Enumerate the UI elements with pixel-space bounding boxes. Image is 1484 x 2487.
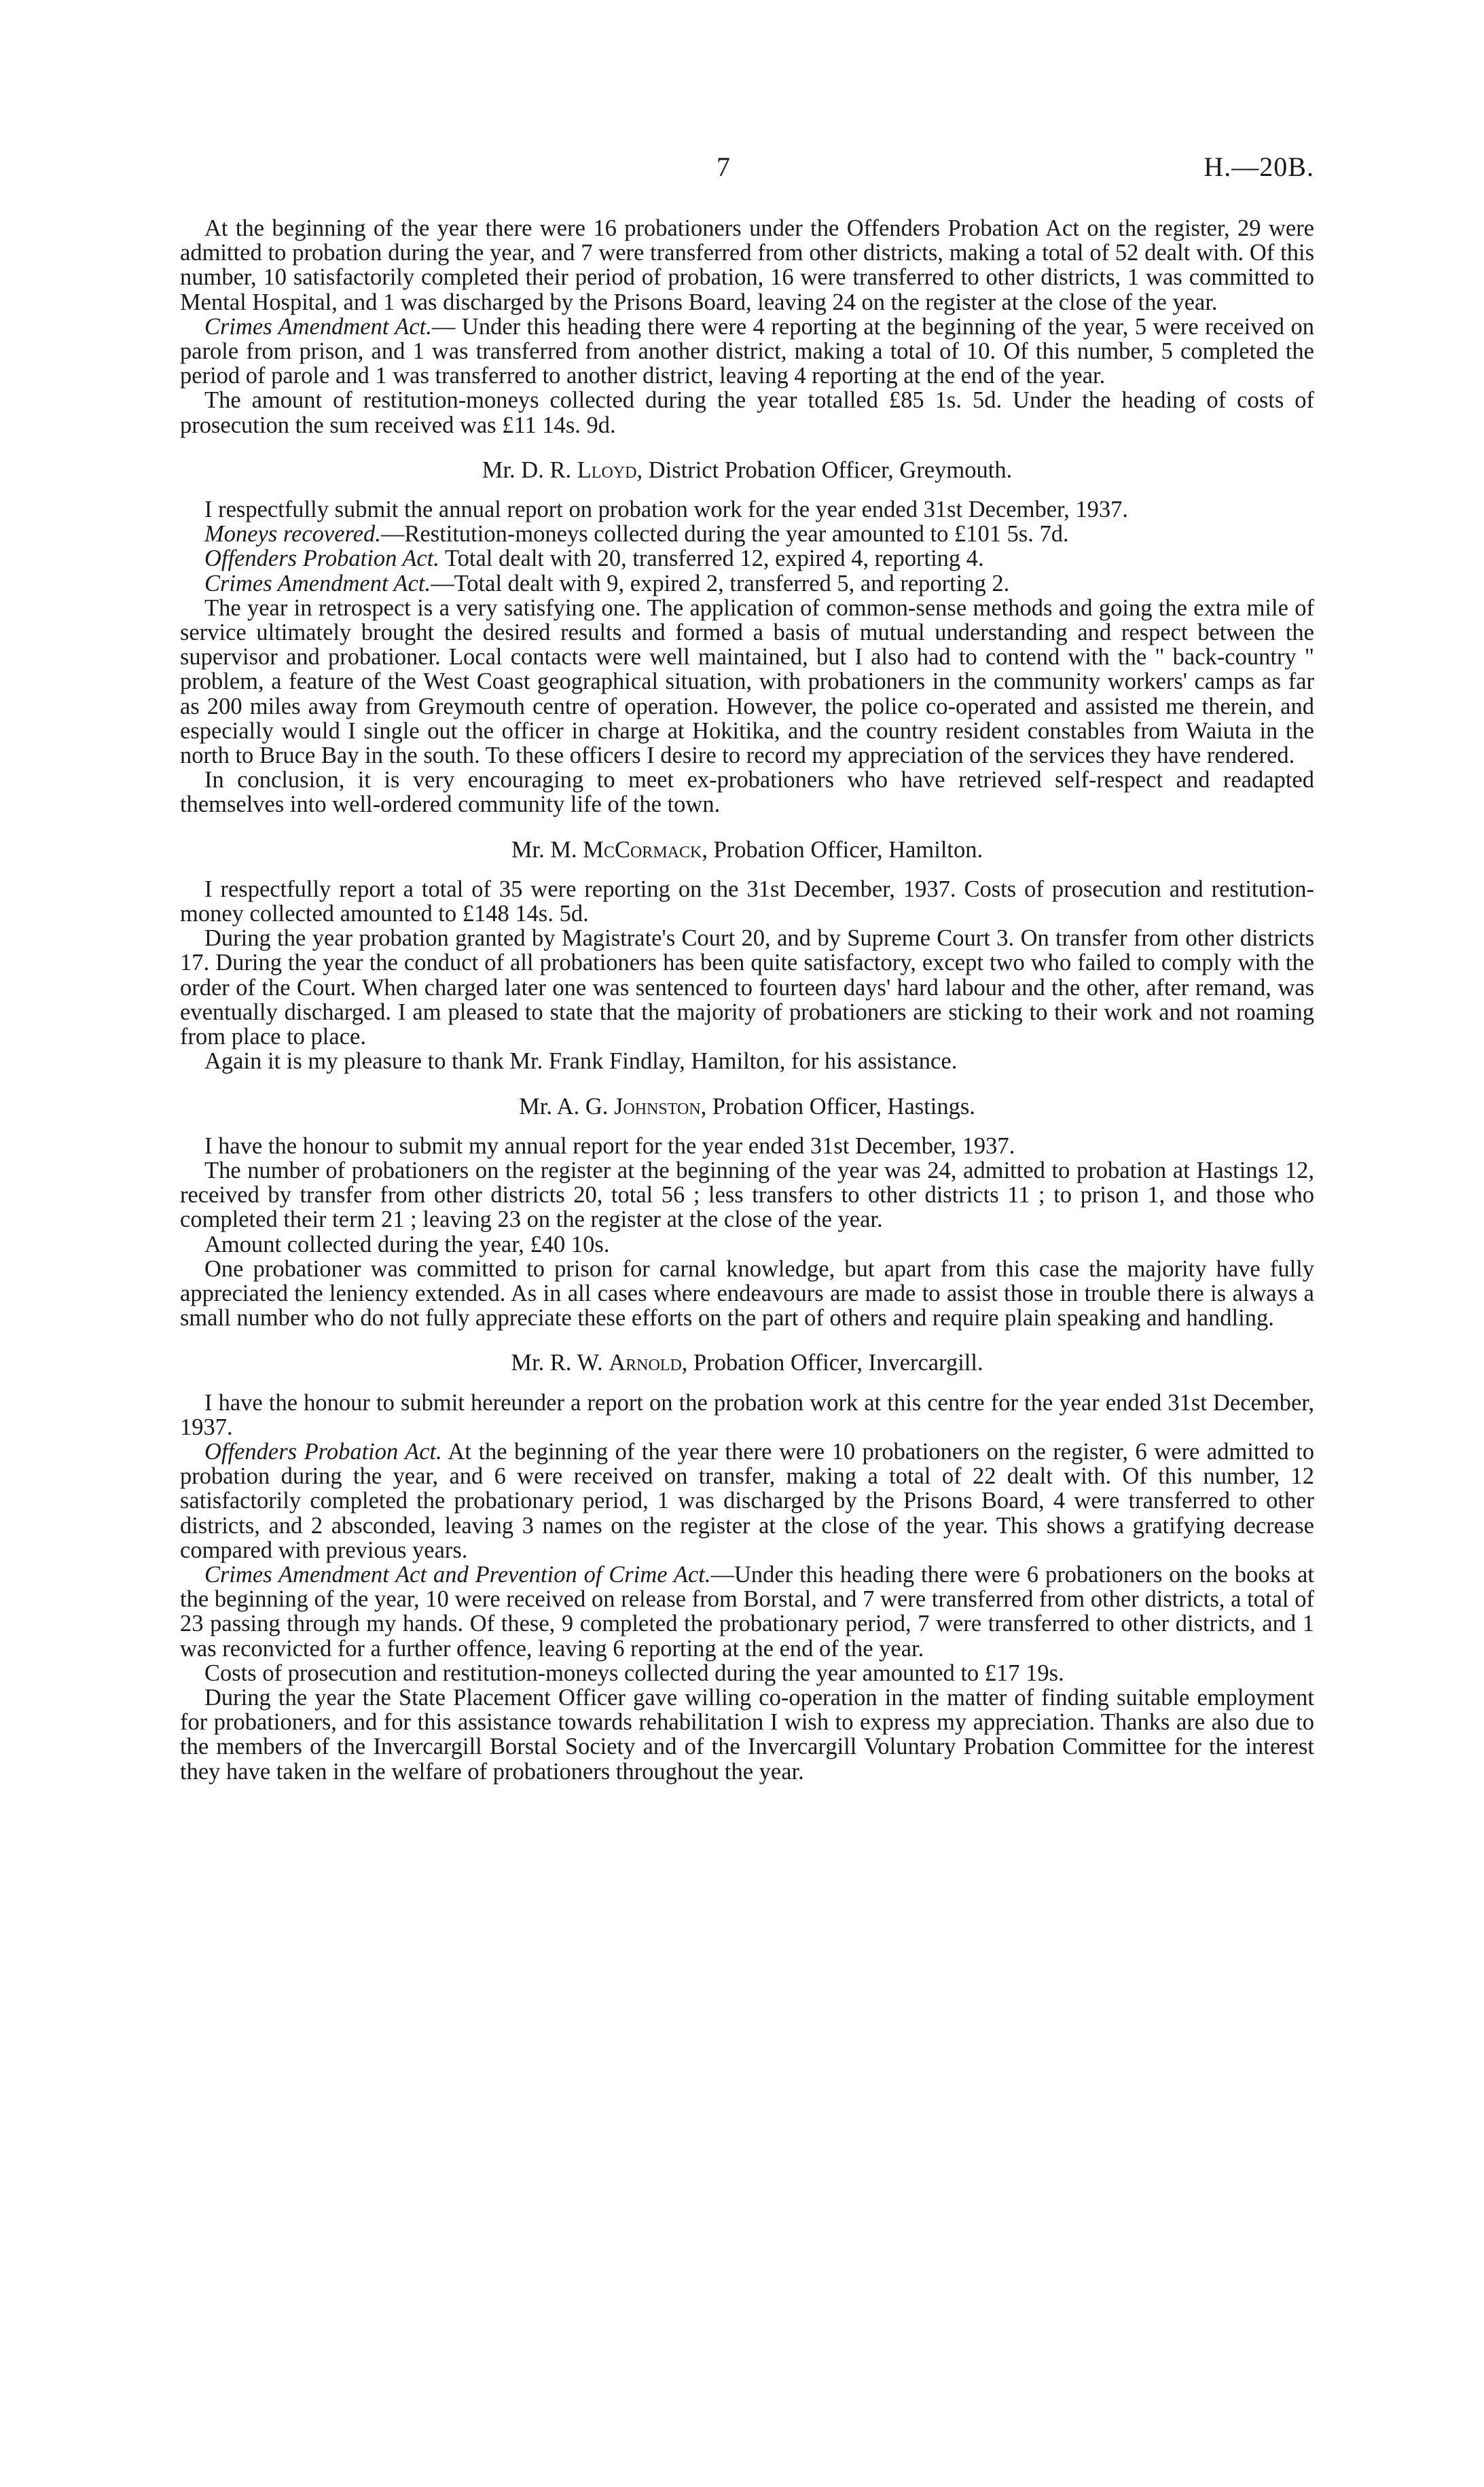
paragraph: In conclusion, it is very encouraging to meet ex-probationers who have retrieved self-respect and readapted themselves into well-ordered community life of the town. [180, 767, 1314, 818]
section-heading: Mr. R. W. Arnold, Probation Officer, Invercargill. [511, 1350, 983, 1376]
officer-name: McCormack [583, 836, 702, 863]
paragraph-text: —Under this heading there were 6 probationers on the books at the beginning of the year, 10 were received on release from Borstal, and 7 were transferred from other districts, a total of 23 passing through my hands. Of these, 9 completed the probationary period, 7 were transferred to other districts, and 1 was reconvicted for a further offence, leaving 6 reporting at the end of the year. [180, 1561, 1314, 1662]
paragraph: At the beginning of the year there were 16 probationers under the Offenders Probation Act on the register, 29 were admitted to probation during the year, and 7 were transferred from other districts, making a total of 52 dealt with. Of this number, 10 satisfactorily completed their period of probation, 16 were transferred to other districts, 1 was committed to Mental Hospital, and 1 was discharged by the Prisons Board, leaving 24 on the register at the close of the year. [180, 215, 1314, 315]
paragraph [180, 1439, 1314, 1562]
page-number: 7 [717, 151, 730, 182]
paragraph-label: Offenders Probation Act. [204, 545, 439, 572]
paragraph-label: Crimes Amendment Act. [204, 570, 431, 596]
paragraph [180, 1562, 1314, 1661]
paragraph [180, 546, 1314, 571]
section-heading: Mr. D. R. Lloyd, District Probation Officer, Greymouth. [482, 457, 1013, 483]
officer-name: Lloyd [577, 457, 637, 483]
paragraph [180, 571, 1314, 596]
paragraph-label: Crimes Amendment Act. [204, 313, 432, 340]
paragraph: Amount collected during the year, £40 10s. [204, 1231, 610, 1257]
paragraph [180, 315, 1314, 389]
paragraph: I have the honour to submit hereunder a report on the probation work at this centre for the year ended 31st December, 1937. [180, 1389, 1314, 1440]
paragraph: During the year the State Placement Officer gave willing co-operation in the matter of finding suitable employment for probationers, and for this assistance towards rehabilitation I wish to express my appreciation. Thanks are also due to the members of the Invercargill Borstal Society and of the Invercargill Voluntary Probation Committee for the interest they have taken in the welfare of probationers throughout the year. [180, 1684, 1314, 1785]
document-reference: H.—20B. [1204, 151, 1314, 182]
officer-name: Arnold [609, 1350, 682, 1376]
paragraph: The number of probationers on the register at the beginning of the year was 24, admitted to probation at Hastings 12, received by transfer from other districts 20, total 56 ; less transfers to other districts 11 ; to prison 1, and those who completed their term 21 ; leaving 23 on the register at the close of the year. [180, 1157, 1314, 1233]
paragraph-text: Total dealt with 20, transferred 12, expired 4, reporting 4. [439, 545, 984, 572]
paragraph: I respectfully report a total of 35 were reporting on the 31st December, 1937. Costs of prosecution and restitution-money collected amounted to £148 14s. 5d. [180, 876, 1314, 927]
section-heading: Mr. M. McCormack, Probation Officer, Hamilton. [511, 836, 983, 863]
report-section-johnston [180, 1094, 1314, 1331]
intro-section [180, 216, 1314, 437]
paragraph: Again it is my pleasure to thank Mr. Frank Findlay, Hamilton, for his assistance. [204, 1048, 958, 1075]
paragraph: I respectfully submit the annual report on probation work for the year ended 31st December, 1937. [204, 497, 1128, 523]
paragraph: Costs of prosecution and restitution-moneys collected during the year amounted to £17 19s. [204, 1660, 1064, 1686]
section-heading: Mr. A. G. Johnston, Probation Officer, Hastings. [519, 1093, 975, 1120]
paragraph: The year in retrospect is a very satisfying one. The application of common-sense methods and going the extra mile of service ultimately brought the desired results and formed a basis of mutual understanding and respect between the supervisor and probationer. Local contacts were well maintained, but I also had to contend with the " back-country " problem, a feature of the West Coast geographical situation, with probationers in the community workers' camps as far as 200 miles away from Greymouth centre of operation. However, the police co-operated and assisted me therein, and especially would I single out the officer in charge at Hokitika, and the country resident constables from Waiuta in the north to Bruce Bay in the south. To these officers I desire to record my appreciation of the services they have rendered. [180, 594, 1314, 769]
paragraph-text: —Total dealt with 9, expired 2, transferred 5, and reporting 2. [431, 570, 1010, 596]
paragraph [180, 522, 1314, 546]
report-section-arnold [180, 1350, 1314, 1783]
report-section-mccormack [180, 838, 1314, 1074]
paragraph-label: Moneys recovered. [204, 521, 381, 548]
paragraph: During the year probation granted by Magistrate's Court 20, and by Supreme Court 3. On transfer from other districts 17. During the year the conduct of all probationers has been quite satisfactory, except two who failed to comply with the order of the Court. When charged later one was sentenced to fourteen days' hard labour and the other, after remand, was eventually discharged. I am pleased to state that the majority of probationers are sticking to their work and not roaming from place to place. [180, 925, 1314, 1050]
paragraph-text: — Under this heading there were 4 reporting at the beginning of the year, 5 were received on parole from prison, and 1 was transferred from another district, making a total of 10. Of this number, 5 completed the period of parole and 1 was transferred to another district, leaving 4 reporting at the end of the year. [180, 313, 1315, 389]
paragraph: One probationer was committed to prison for carnal knowledge, but apart from this case the majority have fully appreciated the leniency extended. As in all cases where endeavours are made to assist those in trouble there is always a small number who do not fully appreciate these efforts on the part of others and require plain speaking and handling. [180, 1255, 1314, 1331]
page-header [180, 151, 1314, 196]
report-section-lloyd [180, 458, 1314, 817]
paragraph: The amount of restitution-moneys collected during the year totalled £85 1s. 5d. Under the heading of costs of prosecution the sum received was £11 14s. 9d. [180, 387, 1314, 438]
paragraph-text: At the beginning of the year there were 10 probationers on the register, 6 were admitted to probation during the year, and 6 were received on transfer, making a total of 22 dealt with. Of this number, 12 satisfactorily completed the probationary period, 1 was discharged by the Prisons Board, 4 were transferred to other districts, and 2 absconded, leaving 3 names on the register at the close of the year. This shows a gratifying decrease compared with previous years. [180, 1438, 1315, 1563]
paragraph: I have the honour to submit my annual report for the year ended 31st December, 1937. [204, 1132, 1015, 1159]
paragraph-text: —Restitution-moneys collected during the year amounted to £101 5s. 7d. [380, 521, 1069, 548]
paragraph-label: Offenders Probation Act. [204, 1438, 442, 1465]
paragraph-label: Crimes Amendment Act and Prevention of Crime Act. [204, 1561, 711, 1588]
officer-name: Johnston [614, 1093, 701, 1120]
